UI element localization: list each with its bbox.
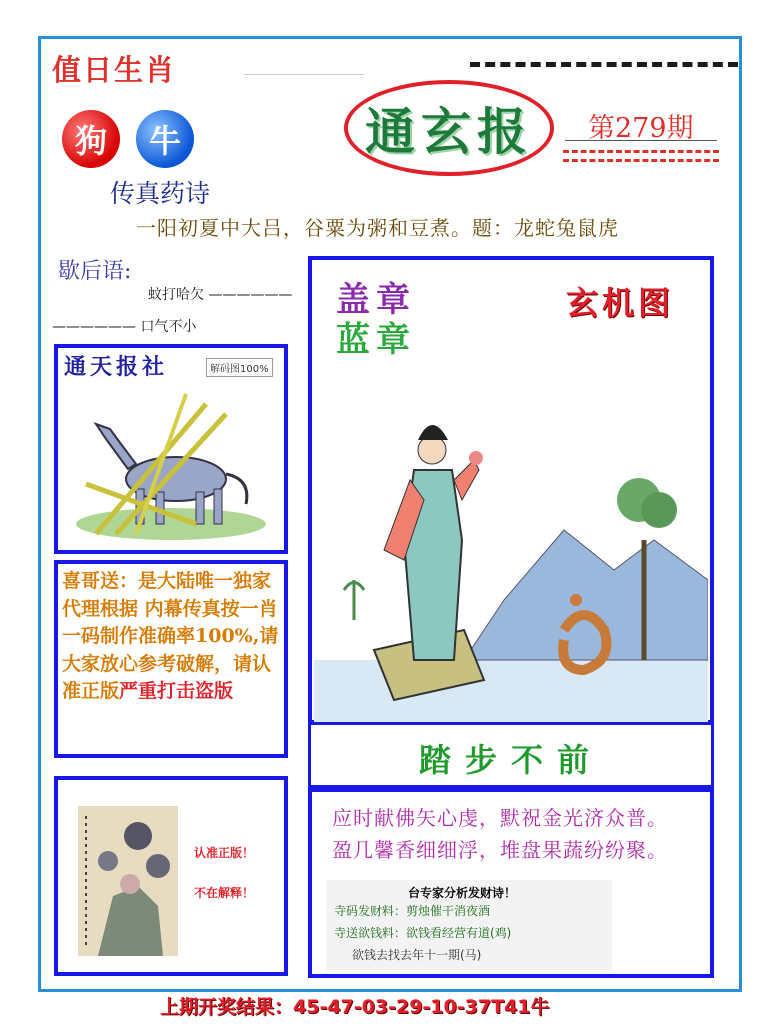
verse-line-2: 盈几馨香细细浮，堆盘果蔬纷纷聚。: [332, 838, 668, 862]
donkey-illustration: [66, 384, 276, 544]
authenticity-line-1: 认准正版！: [194, 846, 255, 860]
promo-text-main: 喜哥送：是大陆唯一独家代理根据 内幕传真按一肖一码制作准确率100%,请大家放心参考破解，请认准正版: [62, 570, 279, 702]
tips-box: [326, 880, 612, 970]
xiehouyu-line-1: 蚊打哈欠 ——————: [148, 287, 293, 303]
idiom-panel: [308, 722, 714, 788]
promo-text: [62, 568, 284, 706]
fax-poem-line: 一阳初夏中大吕，谷粟为粥和豆煮。题：龙蛇兔鼠虎: [136, 216, 619, 240]
fax-poem-title: 传真药诗: [110, 179, 211, 208]
issue-number: 第279期: [588, 113, 694, 144]
tip-line-1: 寺码发财料：剪烛催干消夜酒: [334, 904, 491, 918]
idiom-text: 踏步不前: [418, 741, 603, 779]
newspaper-name: 通玄报: [365, 102, 533, 161]
tip-line-3: 欲钱去找去年十一期(马): [352, 948, 482, 962]
promo-panel: [54, 560, 288, 758]
issue-underline: [565, 140, 717, 141]
scroll-painting-image: [78, 806, 178, 956]
dashed-divider: [470, 62, 738, 67]
mystery-picture-title: 玄机图: [566, 284, 675, 322]
newspaper-logo: [344, 80, 554, 176]
zodiac-badge-ox: 牛: [136, 110, 194, 168]
verse-line-1: 应时献佛矢心虔，默祝金光济众普。: [332, 806, 668, 830]
authenticity-panel: [54, 776, 288, 976]
authenticity-line-2: 不在解释！: [194, 886, 255, 900]
tongtian-panel: [54, 344, 288, 554]
double-dash-divider: [563, 150, 719, 162]
tips-heading: 台专家分析发财诗！: [408, 886, 517, 900]
xiehouyu-line-2: —————— 口气不小: [52, 319, 197, 335]
stamp-label-1: 盖章: [336, 280, 416, 320]
stamp-label-2: 蓝章: [336, 320, 416, 360]
woman-and-snake-illustration: [314, 400, 708, 722]
divider: [244, 74, 364, 75]
tongtian-title: 通天报社: [64, 354, 169, 380]
xiehouyu-label: 歇后语:: [58, 259, 132, 284]
zodiac-title: 值日生肖: [52, 53, 177, 87]
last-draw-result: 上期开奖结果：45-47-03-29-10-37T41牛: [160, 996, 550, 1018]
zodiac-badge-dog: 狗: [62, 110, 120, 168]
promo-text-red: 严重打击盗版: [119, 680, 234, 702]
verse-panel: [308, 788, 714, 978]
mystery-picture-panel: [308, 256, 714, 724]
tip-line-2: 寺送欲钱料：欲钱看经营有道(鸡): [334, 926, 512, 940]
tongtian-badge: 解码图100%: [206, 358, 273, 377]
